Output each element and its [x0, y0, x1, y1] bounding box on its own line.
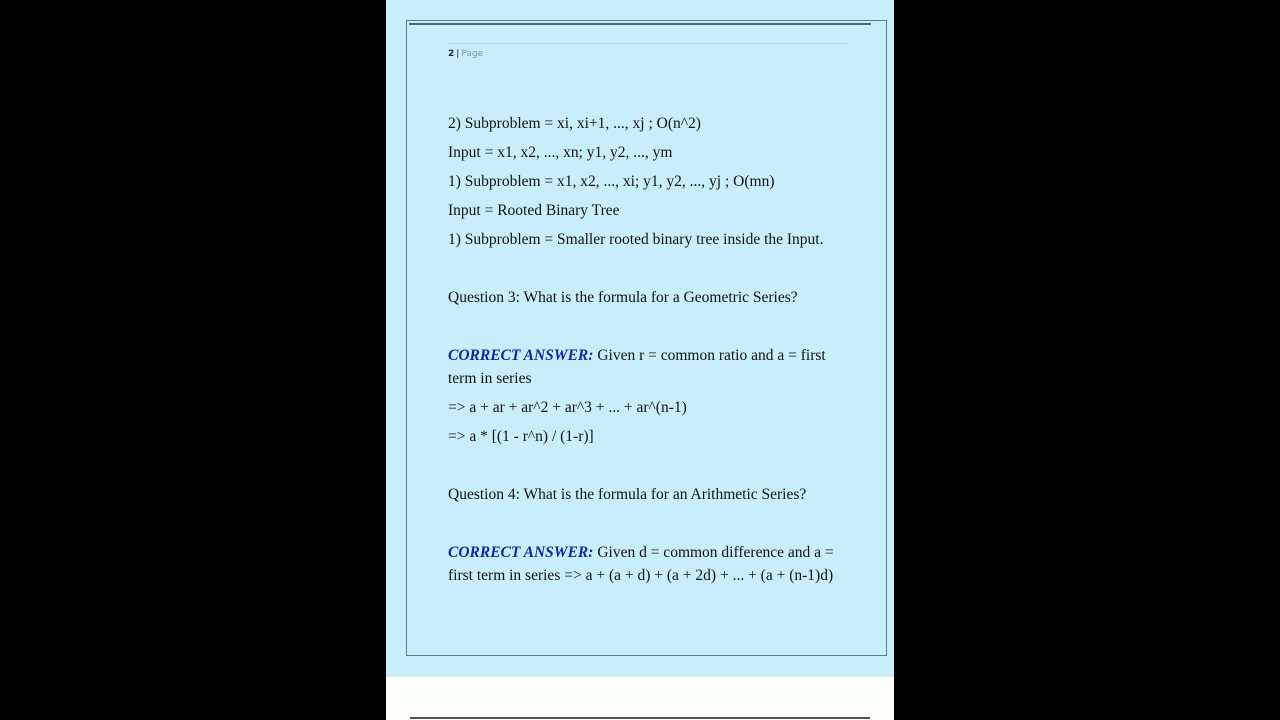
question-3: Question 3: What is the formula for a Geometric Series? — [448, 289, 798, 306]
text-line: 1) Subproblem = x1, x2, ..., xi; y1, y2, ..., yj ; O(mn) — [448, 173, 775, 190]
page-number: 2 — [448, 49, 455, 59]
next-page-top-rule — [410, 717, 870, 719]
question-4: Question 4: What is the formula for an Arithmetic Series? — [448, 486, 807, 503]
page-top-rule — [409, 23, 871, 25]
page-header — [448, 49, 483, 59]
page-label: Page — [461, 49, 484, 59]
answer-text: Given d = common difference and a = first term in series => a + (a + d) + (a + 2d) + ... + (a + (n-1)d) — [448, 544, 834, 584]
correct-answer-label: CORRECT ANSWER: — [448, 347, 594, 364]
answer-3 — [448, 344, 853, 390]
answer-4 — [448, 541, 853, 587]
correct-answer-label: CORRECT ANSWER: — [448, 544, 594, 561]
text-line: Input = x1, x2, ..., xn; y1, y2, ..., ym — [448, 144, 673, 161]
document-viewer[interactable] — [386, 0, 894, 720]
document-page — [386, 0, 894, 677]
page-separator: | — [456, 49, 460, 59]
header-divider — [448, 43, 848, 44]
page-content — [448, 112, 853, 587]
formula-line: => a + ar + ar^2 + ar^3 + ... + ar^(n-1) — [448, 399, 687, 416]
formula-line: => a * [(1 - r^n) / (1-r)] — [448, 428, 594, 445]
text-line: 1) Subproblem = Smaller rooted binary tree inside the Input. — [448, 231, 824, 248]
answer-text: Given r = common ratio and a = first term in series — [448, 347, 826, 387]
text-line: 2) Subproblem = xi, xi+1, ..., xj ; O(n^2) — [448, 115, 701, 132]
text-line: Input = Rooted Binary Tree — [448, 202, 620, 219]
